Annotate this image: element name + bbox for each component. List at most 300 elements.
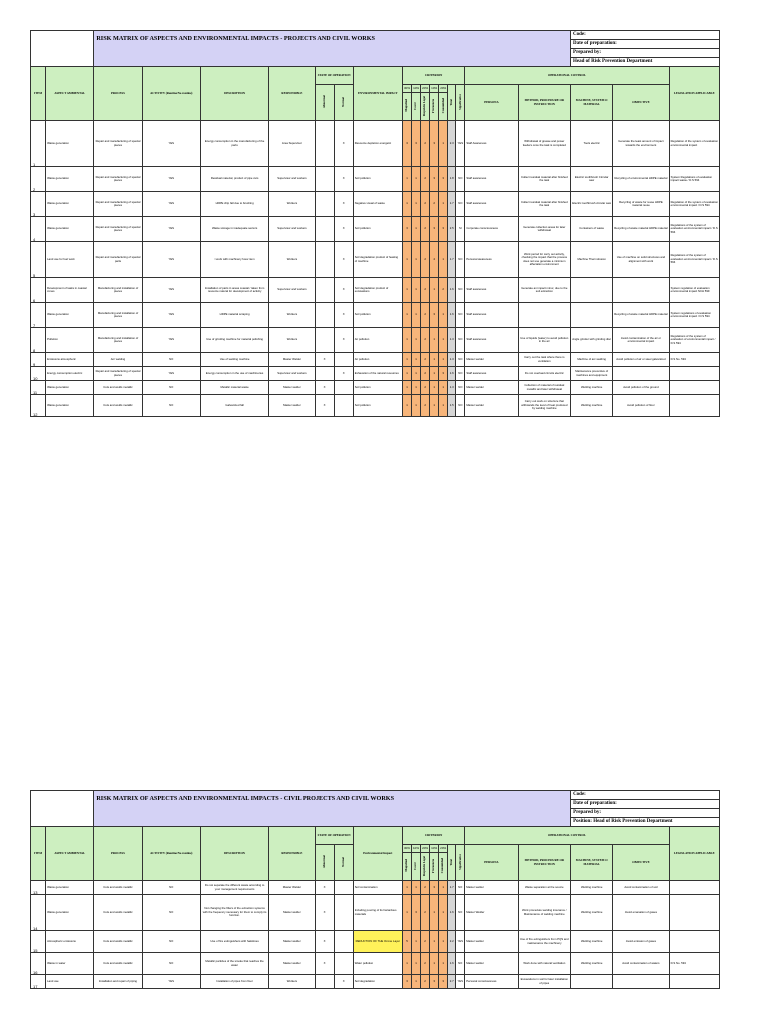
abnormal-cell [315, 975, 334, 989]
header-frequency: Frecuencia [431, 98, 436, 113]
header-community: Comunidad [440, 858, 445, 874]
abnormal-cell: X [315, 953, 334, 975]
frequency-value: 2 [430, 192, 439, 217]
total-value: 1.3 [448, 353, 456, 367]
header-impact: Environmental Impact [353, 827, 402, 881]
magnitud-value: 1 [403, 381, 412, 395]
responsible-cell: Master Welder [269, 881, 315, 895]
activity-cell: NO [142, 353, 200, 367]
persona-cell: Master welder [465, 395, 518, 417]
table-row [31, 367, 720, 381]
significance-value: NO [456, 381, 465, 395]
process-cell: Cuts and welds metallic [94, 931, 142, 953]
abnormal-cell [315, 121, 334, 167]
legal-value: 2 [421, 328, 430, 353]
total-value: 1.3 [448, 328, 456, 353]
activity-cell: YES [142, 367, 200, 381]
description-cell: Metallic material waste [200, 381, 268, 395]
normal-cell: X [334, 303, 353, 328]
persona-cell: Staff awareness [465, 303, 518, 328]
header-description: DESCRIPTION [200, 67, 268, 121]
cover-value: 1 [412, 975, 421, 989]
community-value: 1 [439, 931, 448, 953]
significance-value: NO [456, 367, 465, 381]
machine-cell: Tools electric [571, 121, 613, 167]
process-cell: Cuts and welds metallic [94, 395, 142, 417]
total-value: 2.5 [448, 217, 456, 242]
cover-value: 3 [412, 895, 421, 931]
table-row [31, 303, 720, 328]
legislation-cell [669, 931, 719, 953]
legislation-cell [669, 381, 719, 395]
objective-cell: Generate the least amount of impact towards the environment [613, 121, 669, 167]
header-aspect: ASPECT AMBIENTAL [46, 67, 94, 121]
aspect-cell: Atmospheric emissions [46, 931, 94, 953]
aspect-cell: Waste generation [46, 895, 94, 931]
method-cell: Collect residual material after finished the task [518, 192, 570, 217]
item-number: 13 [31, 881, 46, 895]
responsible-cell: Supervisor and workers [269, 217, 315, 242]
activity-cell: YES [142, 328, 200, 353]
description-cell: Installation of pipes from floor [200, 975, 268, 989]
normal-cell: X [334, 278, 353, 303]
community-value: 3 [439, 217, 448, 242]
impact-cell: Soil pollution [353, 303, 402, 328]
legislation-cell: Regulations of the system of evaluation environmental impact / D.S 594 [669, 242, 719, 278]
significance-value: NO [456, 192, 465, 217]
frequency-value: 1 [430, 367, 439, 381]
table-row [31, 192, 720, 217]
cover-value: 1 [412, 881, 421, 895]
abnormal-cell: X [315, 395, 334, 417]
table-row [31, 931, 720, 953]
pct-magnitud: 30% [402, 845, 411, 853]
machine-cell: Welding machine [571, 931, 613, 953]
header-responsible: RESPONSIBLE [269, 827, 315, 881]
process-cell: Repair and manufacturing of special pieces [94, 367, 142, 381]
risk-matrix-table-1 [30, 30, 720, 417]
cover-value: 3 [412, 121, 421, 167]
significance-value: NO [456, 881, 465, 895]
normal-cell [334, 395, 353, 417]
significance-value: NO [456, 895, 465, 931]
prepared-label-2: Prepared by: [571, 809, 720, 818]
header-state: STATE OF OPERATION [315, 67, 353, 85]
table-row [31, 217, 720, 242]
persona-cell: Master welder [465, 881, 518, 895]
normal-cell: X [334, 167, 353, 192]
persona-cell: Personal awareness [465, 242, 518, 278]
abnormal-cell [315, 217, 334, 242]
activity-cell: YES [142, 121, 200, 167]
process-cell: Repair and manufacturing of special pieces [94, 217, 142, 242]
process-cell: Cuts and welds metallic [94, 953, 142, 975]
aspect-cell: Waste generation [46, 303, 94, 328]
objective-cell: Avoid contamination of waters [613, 953, 669, 975]
objective-cell: Avoid emanation of gases [613, 895, 669, 931]
impact-cell: Including pouring of its hazardous materials [353, 895, 402, 931]
head-label-2: Position: Head of Risk Prevention Department [571, 818, 720, 827]
date-label-2: Date of preparation: [571, 800, 720, 809]
header-method: METHOD, PROCEDURE OR INSTRUCTION [518, 85, 570, 121]
machine-cell: Electric toothbrush circular saw [571, 192, 613, 217]
aspect-cell: Waste in water [46, 953, 94, 975]
legislation-cell: System regulations of evaluation environmental impact / D.S 594 [669, 303, 719, 328]
community-value: 1 [439, 895, 448, 931]
aspect-cell: Land use for fuel work [46, 242, 94, 278]
legal-value: 2 [421, 242, 430, 278]
community-value: 3 [439, 367, 448, 381]
header-item: ITEM [31, 827, 46, 881]
normal-cell: X [334, 217, 353, 242]
responsible-cell: Master welder [269, 395, 315, 417]
normal-cell: X [334, 367, 353, 381]
page-title-1: RISK MATRIX OF ASPECTS AND ENVIRONMENTAL IMPACTS - PROJECTS AND CIVIL WORKS [94, 31, 571, 67]
objective-cell: Avoid contamination of soil [613, 881, 669, 895]
method-cell: Excavations in soil for later installation of pipes [518, 975, 571, 989]
aspect-cell: Emissions atmospheric [46, 353, 94, 367]
item-number: 16 [31, 953, 46, 975]
item-number: 1 [31, 121, 46, 167]
community-value: 1 [439, 192, 448, 217]
significance-value: NO [456, 953, 465, 975]
responsible-cell: Workers [269, 192, 315, 217]
item-number: 9 [31, 353, 46, 367]
normal-cell: X [334, 975, 353, 989]
significance-value: NO [456, 303, 465, 328]
objective-cell: Use of machine on solid structures and alignment with work [613, 242, 669, 278]
impact-cell: Water pollution [353, 953, 402, 975]
legal-value: 2 [421, 217, 430, 242]
table-row [31, 381, 720, 395]
impact-cell: Soil pollution [353, 395, 402, 417]
responsible-cell: Workers [269, 303, 315, 328]
responsible-cell: Area Supervisor [269, 121, 315, 167]
legal-value: 2 [421, 881, 430, 895]
total-value: 1.5 [448, 395, 456, 417]
impact-cell: Resource depletion energetic [353, 121, 402, 167]
item-number: 15 [31, 931, 46, 953]
method-cell: Do not overload circuits electric [518, 367, 570, 381]
abnormal-cell: X [315, 353, 334, 367]
process-cell: Repair and manufacturing of special parts [94, 242, 142, 278]
machine-cell: Containers of waste [571, 217, 613, 242]
impact-cell: REDUCTION OF THE Ozone Layer [353, 931, 402, 953]
frequency-value: 3 [430, 975, 439, 989]
frequency-value: 3 [430, 217, 439, 242]
community-value: 1 [439, 381, 448, 395]
activity-cell: NO [142, 881, 200, 895]
method-cell: Waste separation at the source [518, 881, 571, 895]
header-responsible: RESPONSIBLE [269, 67, 315, 121]
objective-cell: Recycling of waste for reuse HDPE material reuse [613, 192, 669, 217]
community-value: 1 [439, 395, 448, 417]
persona-cell: Staff Awareness [465, 121, 518, 167]
magnitud-value: 1 [403, 303, 412, 328]
header-abnormal: Abnormal [321, 855, 326, 869]
header-criterion: CRITERION [402, 827, 464, 845]
persona-cell: Staff awareness [465, 328, 518, 353]
frequency-value: 1 [430, 395, 439, 417]
aspect-cell: Energy consumption electric [46, 367, 94, 381]
process-cell: Cuts and welds metallic [94, 881, 142, 895]
objective-cell: Avoid pollution of the ground [613, 381, 669, 395]
header-activity: ACTIVITY (Routine/No routine) [142, 827, 200, 881]
table-row [31, 242, 720, 278]
magnitud-value: 3 [402, 975, 411, 989]
pct-frequency: 10% [430, 85, 439, 93]
machine-cell [571, 278, 613, 303]
activity-cell: NO [142, 931, 200, 953]
description-cell: HDPE chip fall due to brushing [200, 192, 268, 217]
total-value: 1.3 [448, 381, 456, 395]
header-process: PROCESS [94, 827, 142, 881]
method-cell [518, 303, 570, 328]
process-cell: Manufacturing and installation of pieces [94, 303, 142, 328]
significance-value: NO [456, 242, 465, 278]
method-cell: Withdrawal of grease and power feeders once the task is completed [518, 121, 570, 167]
abnormal-cell [315, 328, 334, 353]
frequency-value: 1 [430, 895, 439, 931]
magnitud-value: 3 [403, 121, 412, 167]
magnitud-value: 1 [403, 167, 412, 192]
frequency-value: 1 [430, 381, 439, 395]
pct-legal: 20% [421, 845, 430, 853]
total-value: 2.7 [448, 975, 456, 989]
community-value: 1 [439, 242, 448, 278]
frequency-value: 3 [430, 167, 439, 192]
total-value: 1.7 [448, 881, 456, 895]
total-value: 1.6 [448, 278, 456, 303]
method-cell: Use of fire extinguishers from PQS and maintenance the machinery [518, 931, 571, 953]
total-value: 1.6 [448, 367, 456, 381]
description-cell: Galvanized fall [200, 395, 268, 417]
header-significance: Significative [457, 93, 462, 110]
table-row [31, 895, 720, 931]
normal-cell [334, 953, 353, 975]
frequency-value: 1 [430, 953, 439, 975]
total-value: 1.6 [448, 303, 456, 328]
legislation-cell: Regulation of the system of evaluation environmental impact / D.S 594 [669, 192, 719, 217]
method-cell: Collect residual material after finished the task [518, 167, 570, 192]
legislation-cell: System Regulations of evaluation impact waste / D.S 594 [669, 167, 719, 192]
cover-value: 1 [412, 303, 421, 328]
code-label-2: Code: [571, 791, 720, 800]
objective-cell: Recycling of waste material HDPE material [613, 217, 669, 242]
persona-cell: Master welder [465, 931, 518, 953]
aspect-cell: Waste generation [46, 167, 94, 192]
objective-cell: Avoid pollution of floor [613, 395, 669, 417]
impact-cell: Negative visual of waste [353, 192, 402, 217]
significance-value: YES [456, 121, 465, 167]
aspect-cell: Waste generation [46, 881, 94, 895]
header-cover: Cover [413, 101, 418, 110]
legislation-cell [669, 395, 719, 417]
significance-value: YES [456, 975, 465, 989]
significance-value: NO [456, 167, 465, 192]
header-machine: MACHINE, SYSTEM O MATERIAL [571, 85, 613, 121]
table-row [31, 278, 720, 303]
persona-cell: Master welder [465, 353, 518, 367]
abnormal-cell: X [315, 881, 334, 895]
normal-cell [334, 381, 353, 395]
responsible-cell: Master welder [269, 931, 315, 953]
item-number: 12 [31, 395, 46, 417]
total-value: 1.6 [448, 953, 456, 975]
legislation-cell [669, 881, 719, 895]
header-state: STATE OF OPERATION [315, 827, 353, 845]
magnitud-value: 1 [403, 192, 412, 217]
aspect-cell: Waste generation [46, 121, 94, 167]
impact-cell: Soil pollution [353, 381, 402, 395]
machine-cell: Maintenance preventive of machines and equipment [571, 367, 613, 381]
header-process: PROCESS [94, 67, 142, 121]
frequency-value: 3 [430, 881, 439, 895]
significance-value: NO [456, 328, 465, 353]
header-cover: Cover [413, 861, 418, 870]
aspect-cell: Waste generation [46, 395, 94, 417]
community-value: 1 [439, 953, 448, 975]
abnormal-cell [315, 242, 334, 278]
header-method: METHOD, PROCEDURE OR INSTRUCTION [518, 845, 571, 881]
aspect-cell: Pollution [46, 328, 94, 353]
total-value: 1.8 [448, 167, 456, 192]
cover-value: 1 [412, 353, 421, 367]
activity-cell: YES [142, 242, 200, 278]
magnitud-value: 1 [403, 353, 412, 367]
abnormal-cell: X [315, 931, 334, 953]
machine-cell: Welding machine [571, 395, 613, 417]
header-normal: Normal [340, 96, 345, 107]
objective-cell [613, 367, 669, 381]
community-value: 1 [439, 353, 448, 367]
magnitud-value: 1 [403, 367, 412, 381]
magnitud-value: 1 [403, 328, 412, 353]
header-persona: PERSONA [465, 845, 518, 881]
legal-value: 2 [421, 381, 430, 395]
cover-value: 1 [412, 395, 421, 417]
header-description: DESCRIPTION [200, 827, 268, 881]
significance-value: NO [456, 278, 465, 303]
frequency-value: 3 [430, 121, 439, 167]
persona-cell: Staff awareness [465, 367, 518, 381]
legislation-cell: Regulations of the system of evaluation of environmental impact / D.S 594 [669, 328, 719, 353]
normal-cell [334, 353, 353, 367]
impact-cell: Soil degradation [353, 975, 402, 989]
description-cell: Use of fire extinguishers with halokines [200, 931, 268, 953]
impact-cell: Air pollution [353, 353, 402, 367]
table-row [31, 121, 720, 167]
method-cell: Work done with natural ventilation [518, 953, 571, 975]
method-cell: Work procedure welding insurance / Maintenance of welding machine [518, 895, 571, 931]
persona-cell: Master welder [465, 381, 518, 395]
header-objective: OBJECTIVE [613, 85, 669, 121]
header-legal: Requisito Legal [422, 855, 427, 876]
significance-value: NO [456, 353, 465, 367]
method-cell: Collection of material of residual metallic and later withdrawal [518, 381, 570, 395]
method-cell: Work period for carry out activity, checking the impact that the process does not use generate a minimum affectation environment [518, 242, 570, 278]
machine-cell: Welding machine [571, 881, 613, 895]
pct-community: 20% [439, 85, 448, 93]
legal-value: 2 [421, 931, 430, 953]
impact-cell: Air pollution [353, 328, 402, 353]
header-significance: Significative [457, 853, 462, 870]
header-community: Comunidad [440, 98, 445, 114]
cover-value: 1 [412, 242, 421, 278]
abnormal-cell [315, 278, 334, 303]
activity-cell: YES [142, 975, 200, 989]
header-item: ITEM [31, 67, 46, 121]
legislation-cell: System regulation of evaluation environmental impact NCH 599 [669, 278, 719, 303]
description-cell: Energy consumption in the use of machineries [200, 367, 268, 381]
description-cell: Residual material, product of pipe cuts [200, 167, 268, 192]
description-cell: HDPE material scraping [200, 303, 268, 328]
abnormal-cell [315, 367, 334, 381]
legal-value: 2 [421, 303, 430, 328]
impact-cell: Soil pollution [353, 167, 402, 192]
persona-cell: Staff awareness [465, 278, 518, 303]
responsible-cell: Workers [269, 328, 315, 353]
legislation-cell: D.S No. 594 [669, 353, 719, 367]
method-cell: Carry out the task where there is ventilation [518, 353, 570, 367]
item-number: 3 [31, 192, 46, 217]
table-row [31, 881, 720, 895]
cover-value: 1 [412, 931, 421, 953]
magnitud-value: 1 [403, 242, 412, 278]
legislation-cell: Regulation of the system of evaluation environmental impact [669, 121, 719, 167]
legal-value: 2 [421, 353, 430, 367]
legislation-cell: D.S No. 594 [669, 953, 719, 975]
header-legislation: LEGISLATION APPLICABLE [669, 827, 719, 881]
process-cell: Manufacturing and installation of pieces [94, 278, 142, 303]
activity-cell: YES [142, 192, 200, 217]
legal-value: 2 [421, 895, 430, 931]
legal-value: 2 [421, 121, 430, 167]
item-number: 2 [31, 167, 46, 192]
cover-value: 1 [412, 278, 421, 303]
responsible-cell: Master welder [269, 953, 315, 975]
normal-cell: X [334, 328, 353, 353]
frequency-value: 3 [430, 303, 439, 328]
risk-matrix-sheet-2 [30, 790, 720, 989]
total-value: 2.3 [448, 121, 456, 167]
magnitud-value: 1 [403, 395, 412, 417]
description-cell: I work with machinery fusor item [200, 242, 268, 278]
magnitud-value: 3 [403, 217, 412, 242]
activity-cell: NO [142, 895, 200, 931]
item-number: 8 [31, 328, 46, 353]
machine-cell [571, 303, 613, 328]
abnormal-cell [315, 303, 334, 328]
item-number: 11 [31, 381, 46, 395]
total-value: 1.7 [448, 192, 456, 217]
persona-cell: Staff awareness [465, 192, 518, 217]
total-value: 1.7 [448, 242, 456, 278]
method-cell: Use of liquids (water) to avoid pollution in the air [518, 328, 570, 353]
machine-cell: Machine of arc welding [571, 353, 613, 367]
persona-cell: Personal consciousness [465, 975, 518, 989]
objective-cell: Recycling of environmental HDPE material [613, 167, 669, 192]
item-number: 17 [31, 975, 46, 989]
machine-cell: Welding machine [571, 895, 613, 931]
item-number: 14 [31, 895, 46, 931]
persona-cell: Master welder [465, 953, 518, 975]
header-frequency: Frecuencia [431, 858, 436, 873]
header-legislation: LEGISLATION APPLICABLE [669, 67, 719, 121]
cover-value: 1 [412, 953, 421, 975]
community-value: 1 [439, 121, 448, 167]
process-cell: Cuts and welds metallic [94, 895, 142, 931]
